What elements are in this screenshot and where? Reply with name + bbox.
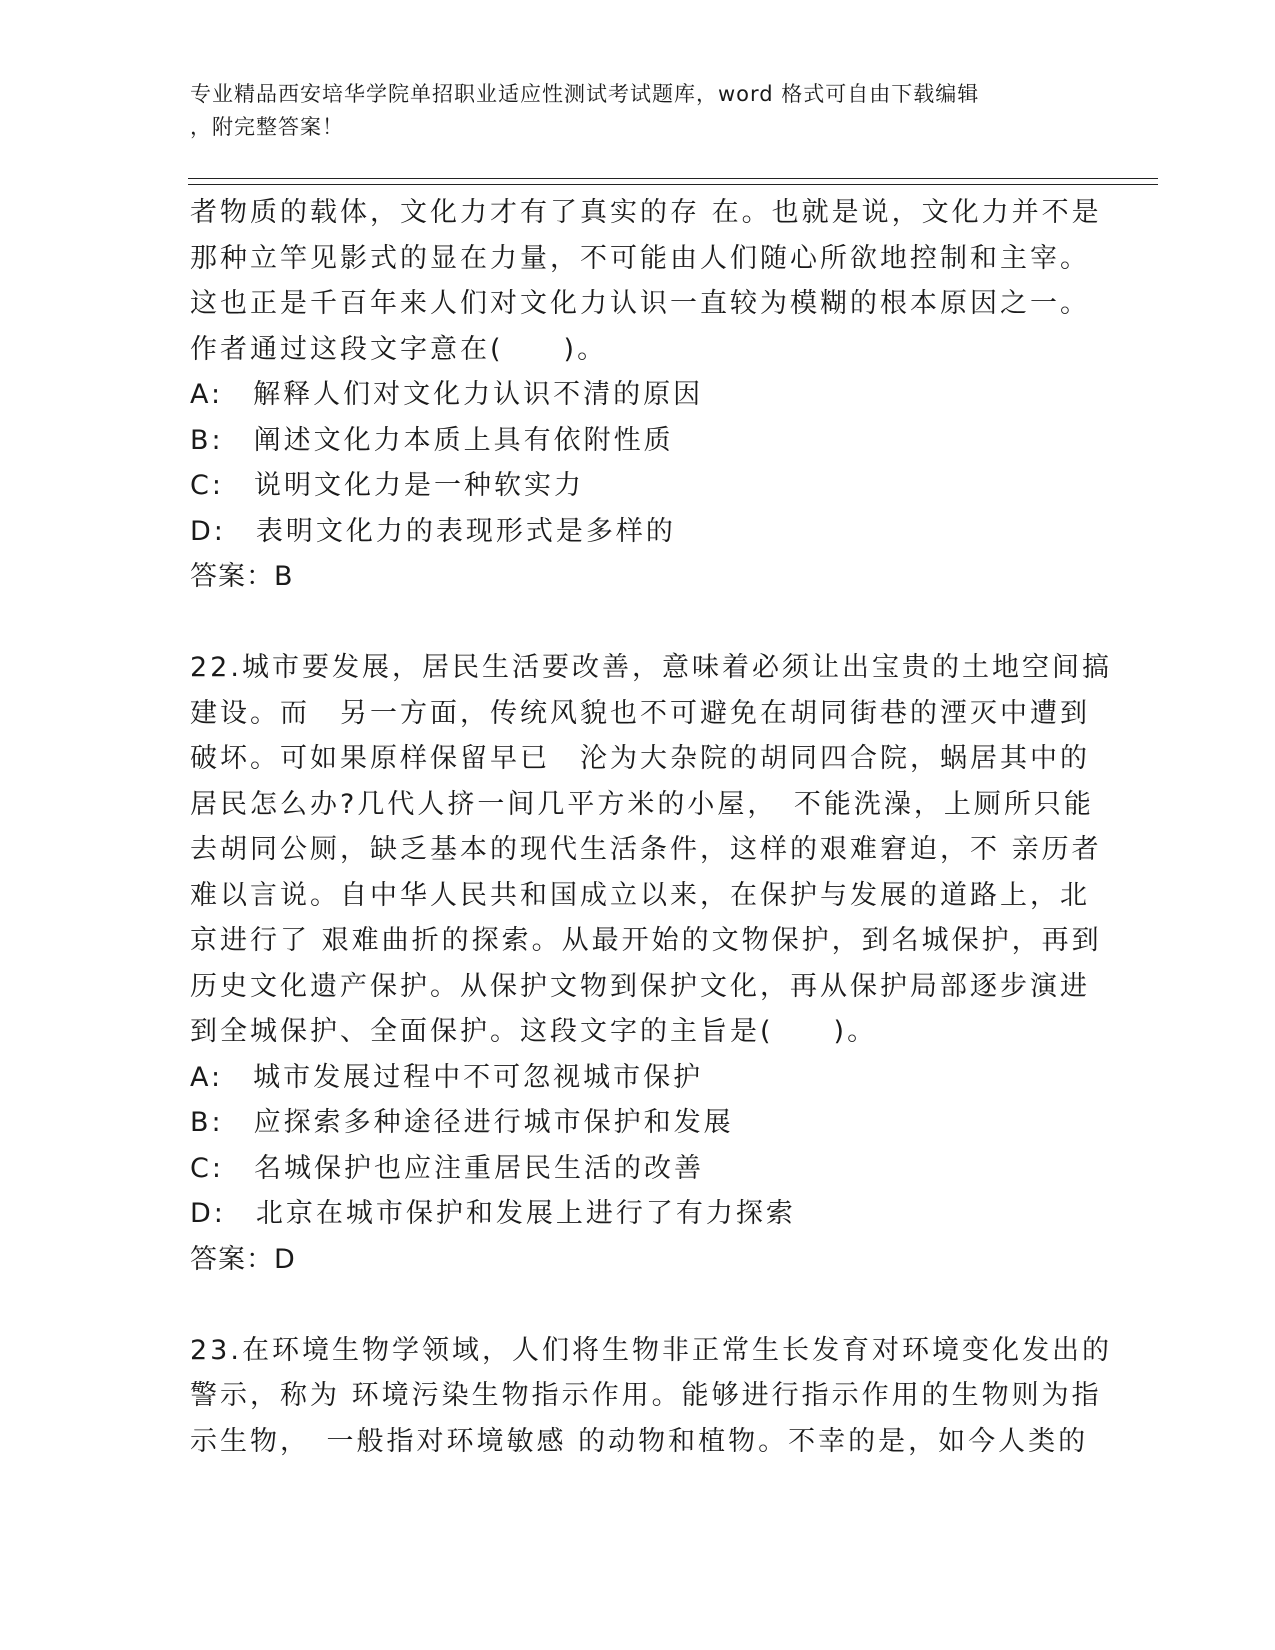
question-22 [190, 645, 1112, 1282]
option-c: C: 说明文化力是一种软实力 [190, 470, 584, 501]
header-line-1: 专业精品西安培华学院单招职业适应性测试考试题库，word 格式可自由下载编辑 [190, 82, 980, 106]
option-d: D: 表明文化力的表现形式是多样的 [190, 515, 676, 547]
option-a: A: 解释人们对文化力认识不清的原因 [190, 379, 704, 410]
answer-line: 答案：B [190, 561, 294, 592]
header-line-2: ，附完整答案！ [190, 115, 344, 139]
paragraph-line: 23.在环境生物学领域，人们将生物非正常生长发育对环境变化发出的 [190, 1334, 1112, 1366]
paragraph-line: 22.城市要发展，居民生活要改善，意味着必须让出宝贵的土地空间搞 [190, 652, 1112, 683]
header-rule-bottom [188, 184, 1158, 185]
paragraph-line: 那种立竿见影式的显在力量，不可能由人们随心所欲地控制和主宰。 [190, 242, 1090, 274]
question-23 [190, 1328, 1112, 1465]
paragraph-line: 居民怎么办?几代人挤一间几平方米的小屋， 不能洗澡，上厕所只能 [190, 788, 1094, 820]
option-c: C: 名城保护也应注重居民生活的改善 [190, 1152, 704, 1184]
paragraph-line: 去胡同公厕，缺乏基本的现代生活条件，这样的艰难窘迫，不 亲历者 [190, 834, 1102, 865]
option-a: A: 城市发展过程中不可忽视城市保护 [190, 1061, 704, 1093]
paragraph-line: 建设。而 另一方面，传统风貌也不可避免在胡同街巷的湮灭中遭到 [190, 697, 1090, 729]
question-prompt: 作者通过这段文字意在( )。 [190, 333, 608, 365]
option-d: D: 北京在城市保护和发展上进行了有力探索 [190, 1198, 796, 1229]
header-rule-top [188, 178, 1158, 179]
paragraph-line: 者物质的载体，文化力才有了真实的存 在。也就是说，文化力并不是 [190, 197, 1102, 228]
spacer [190, 1282, 1090, 1328]
page-header [190, 78, 1090, 144]
document-body [190, 190, 1112, 1464]
paragraph-line: 示生物， 一般指对环境敏感 的动物和植物。不幸的是，如今人类的 [190, 1425, 1089, 1457]
paragraph-line: 京进行了 艰难曲折的探索。从最开始的文物保护，到名城保护，再到 [190, 925, 1102, 956]
option-b: B: 应探索多种途径进行城市保护和发展 [190, 1107, 734, 1138]
paragraph-line: 这也正是千百年来人们对文化力认识一直较为模糊的根本原因之一。 [190, 288, 1090, 319]
paragraph-line: 历史文化遗产保护。从保护文物到保护文化，再从保护局部逐步演进 [190, 970, 1090, 1002]
answer-line: 答案：D [190, 1243, 296, 1275]
question-prompt: 到全城保护、全面保护。这段文字的主旨是( )。 [190, 1016, 878, 1047]
paragraph-line: 破坏。可如果原样保留早已 沦为大杂院的胡同四合院，蜗居其中的 [190, 743, 1090, 774]
option-b: B: 阐述文化力本质上具有依附性质 [190, 424, 674, 456]
paragraph-line: 警示，称为 环境污染生物指示作用。能够进行指示作用的生物则为指 [190, 1380, 1102, 1411]
paragraph-line: 难以言说。自中华人民共和国成立以来，在保护与发展的道路上，北 [190, 879, 1090, 911]
question-21-continuation [190, 190, 1102, 600]
spacer [190, 600, 1090, 646]
